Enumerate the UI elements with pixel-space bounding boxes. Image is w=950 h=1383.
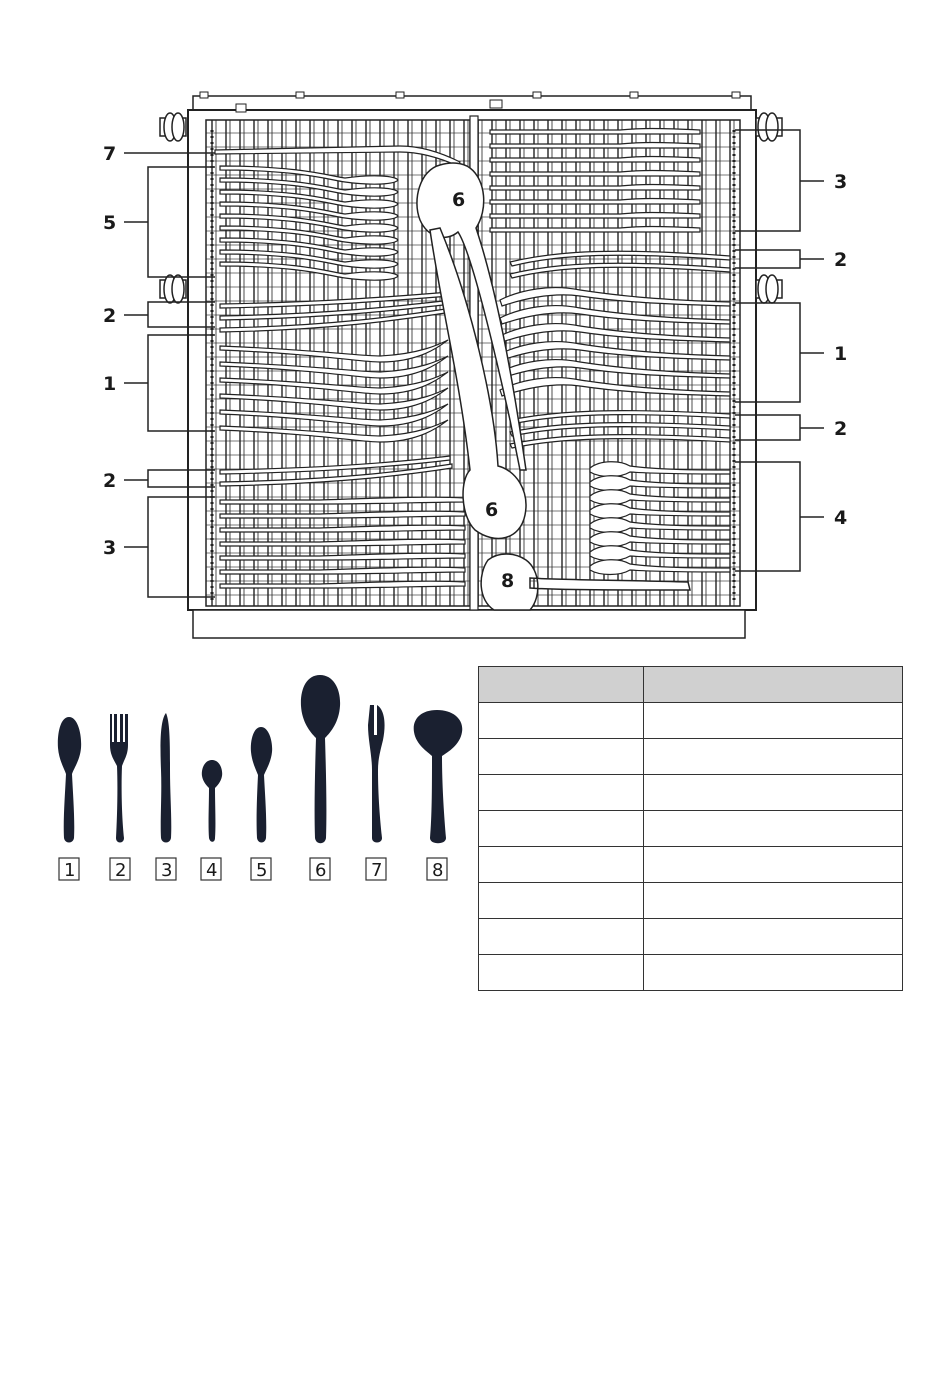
table-header-cell [479, 667, 644, 703]
table-cell [479, 919, 644, 955]
table-cell [644, 847, 903, 883]
dessert-spoon-icon [251, 727, 272, 843]
table-cell [644, 955, 903, 991]
table-row [479, 883, 903, 919]
callout-left-7: 7 [103, 143, 117, 165]
callout-right-4: 4 [834, 507, 848, 529]
serving-spoon-icon [301, 675, 340, 843]
callout-left-1: 1 [103, 373, 117, 395]
roller-mid-left-icon [160, 275, 186, 303]
callout-right-1: 1 [834, 343, 848, 365]
table-cell [479, 811, 644, 847]
table-row [479, 847, 903, 883]
roller-mid-right-icon [756, 275, 782, 303]
table-cell [479, 955, 644, 991]
table-row [479, 775, 903, 811]
roller-top-left-icon [160, 113, 186, 141]
serving-fork-icon [368, 705, 385, 843]
legend-label-6: 6 [315, 860, 327, 881]
table-cell [479, 847, 644, 883]
table-cell [479, 775, 644, 811]
table-cell [479, 703, 644, 739]
callout-left-2a: 2 [103, 305, 117, 327]
table-cell [644, 775, 903, 811]
legend-label-4: 4 [206, 860, 218, 881]
callout-right-3: 3 [834, 171, 848, 193]
left-callout-labels [103, 143, 116, 559]
callout-left-5: 5 [103, 212, 117, 234]
table-cell [644, 883, 903, 919]
cutlery-legend [58, 675, 462, 843]
callout-left-3: 3 [103, 537, 117, 559]
legend-label-8: 8 [432, 860, 444, 881]
ladle-6b-label: 6 [485, 499, 499, 521]
table-row [479, 811, 903, 847]
tablespoon-icon [58, 717, 81, 843]
table-header-cell [644, 667, 903, 703]
legend-label-5: 5 [256, 860, 268, 881]
table-row [479, 739, 903, 775]
legend-label-1: 1 [64, 860, 76, 881]
callout-right-2a: 2 [834, 249, 848, 271]
legend-label-3: 3 [161, 860, 173, 881]
legend-label-7: 7 [371, 860, 383, 881]
table-header-row [479, 667, 903, 703]
ladle-6a-label: 6 [452, 189, 466, 211]
table-cell [644, 703, 903, 739]
server-8-label: 8 [501, 570, 515, 592]
ladle-icon [414, 710, 463, 843]
table-cell [479, 883, 644, 919]
callout-right-2b: 2 [834, 418, 848, 440]
table-cell [644, 919, 903, 955]
table-cell [644, 811, 903, 847]
table-row [479, 919, 903, 955]
knife-icon [161, 713, 172, 843]
table-cell [644, 739, 903, 775]
table-row [479, 955, 903, 991]
table-row [479, 703, 903, 739]
fork-icon [110, 714, 128, 843]
teaspoon-icon [202, 760, 222, 842]
legend-label-2: 2 [115, 860, 127, 881]
roller-top-right-icon [756, 113, 782, 141]
cutlery-key-table [478, 666, 903, 991]
callout-left-2b: 2 [103, 470, 117, 492]
table-cell [479, 739, 644, 775]
right-callout-labels [834, 171, 847, 529]
